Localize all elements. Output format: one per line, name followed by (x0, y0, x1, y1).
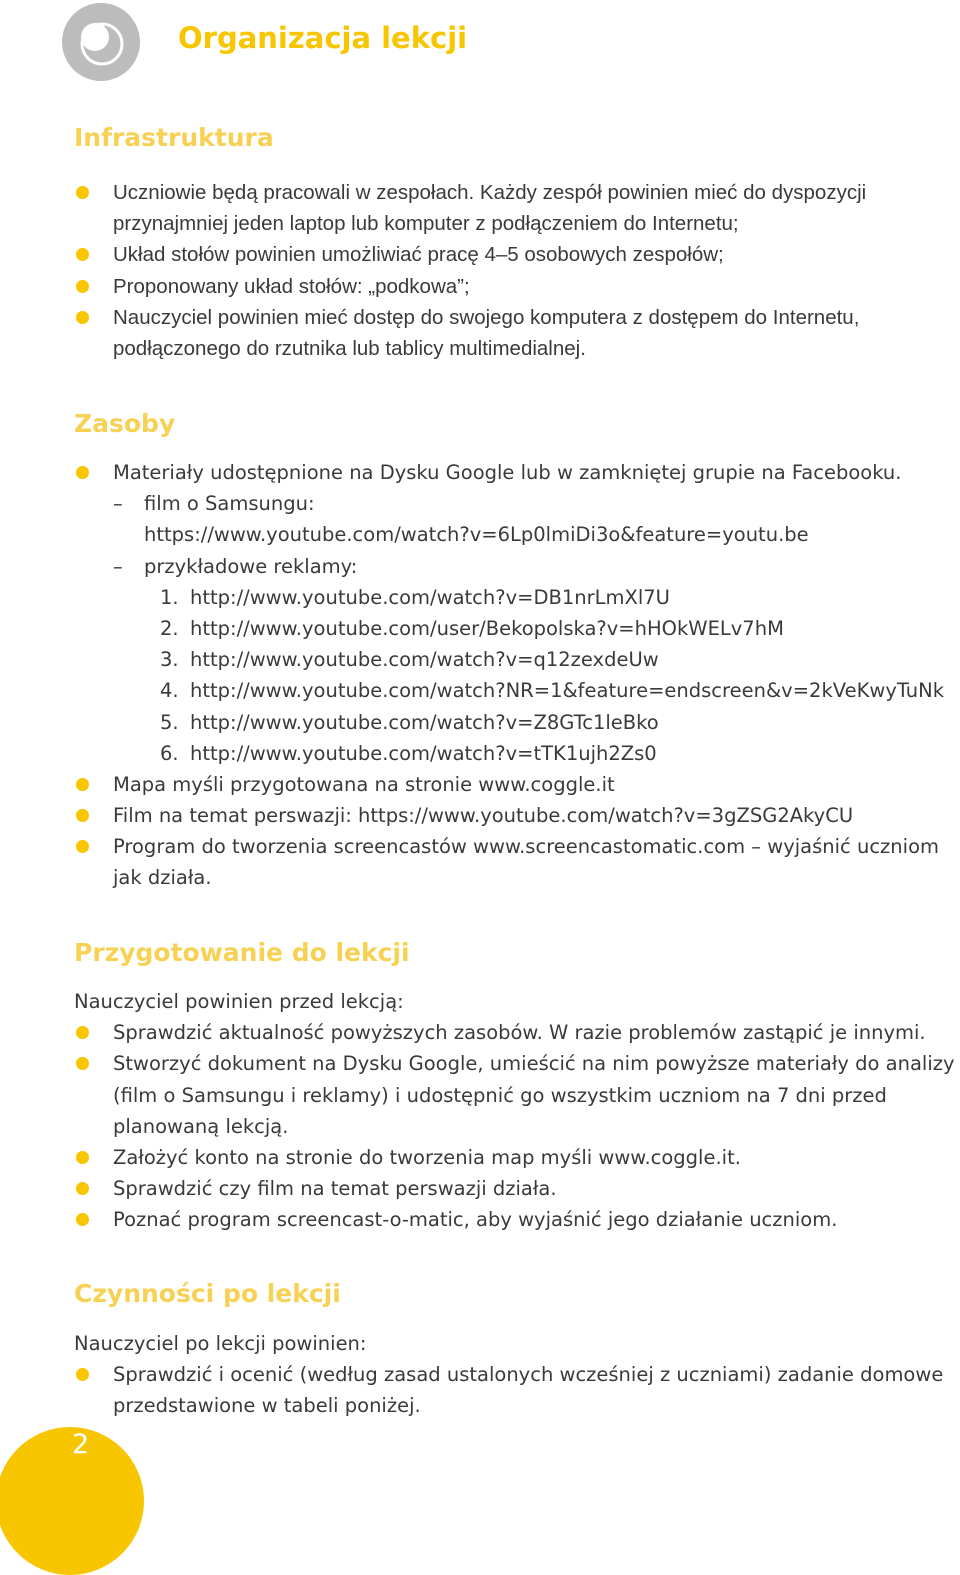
infrastruktura-list (74, 177, 954, 364)
numbered-item: 4. http://www.youtube.com/watch?NR=1&feature=endscreen&v=2kVeKwyTuNk (74, 675, 954, 706)
list-item-continuation: podłączonego do rzutnika lub tablicy multimedialnej. (113, 336, 586, 360)
numbered-item: 3. http://www.youtube.com/watch?v=q12zexdeUw (74, 644, 954, 675)
numbered-item: 1. http://www.youtube.com/watch?v=DB1nrLmXl7U (74, 582, 954, 613)
list-item: Proponowany układ stołów: „podkowa”; (74, 271, 954, 302)
bullet-icon (76, 840, 89, 853)
list-item-continuation: przynajmniej jeden laptop lub komputer z podłączeniem do Internetu; (113, 212, 739, 236)
bullet-icon (76, 1026, 89, 1039)
list-item: Sprawdzić czy film na temat perswazji działa. (74, 1173, 954, 1204)
section-heading-zasoby: Zasoby (74, 409, 176, 438)
list-item-continuation: przedstawione w tabeli poniżej. (113, 1394, 421, 1418)
bullet-icon (76, 809, 89, 822)
przygotowanie-list (74, 986, 954, 1236)
ad-link[interactable]: http://www.youtube.com/user/Bekopolska?v=hHOkWELv7hM (190, 616, 784, 640)
dash-item: – przykładowe reklamy: (113, 554, 358, 578)
circle-logo-icon (62, 3, 140, 81)
list-item: Stworzyć dokument na Dysku Google, umieścić na nim powyższe materiały do analizy (74, 1048, 954, 1079)
bullet-icon (76, 466, 89, 479)
ad-link[interactable]: http://www.youtube.com/watch?v=q12zexdeUw (190, 648, 659, 672)
bullet-icon (76, 248, 89, 261)
page-number: 2 (72, 1429, 90, 1460)
film-link[interactable]: https://www.youtube.com/watch?v=6Lp0lmiDi3o&feature=youtu.be (144, 523, 809, 547)
bullet-icon (76, 1213, 89, 1226)
list-item: Sprawdzić aktualność powyższych zasobów. W razie problemów zastąpić je innymi. (74, 1017, 954, 1048)
list-item: Układ stołów powinien umożliwiać pracę 4–5 osobowych zespołów; (74, 239, 954, 270)
page-title: Organizacja lekcji (178, 21, 468, 55)
bullet-icon (76, 1182, 89, 1195)
bullet-icon (76, 1057, 89, 1070)
intro-text: Nauczyciel po lekcji powinien: (74, 1332, 367, 1355)
numbered-item: 2. http://www.youtube.com/user/Bekopolska?v=hHOkWELv7hM (74, 613, 954, 644)
section-heading-przygotowanie: Przygotowanie do lekcji (74, 938, 410, 967)
list-item: Sprawdzić i ocenić (według zasad ustalonych wcześniej z uczniami) zadanie domowe (74, 1359, 954, 1390)
list-item: Materiały udostępnione na Dysku Google lub w zamkniętej grupie na Facebooku. (74, 457, 954, 488)
ad-link[interactable]: http://www.youtube.com/watch?NR=1&feature=endscreen&v=2kVeKwyTuNk (190, 679, 945, 703)
list-item: Uczniowie będą pracowali w zespołach. Każdy zespół powinien mieć do dyspozycji (74, 177, 954, 208)
list-item-continuation: (film o Samsungu i reklamy) i udostępnić go wszystkim uczniom na 7 dni przed (113, 1083, 887, 1107)
bullet-icon (76, 186, 89, 199)
list-item-continuation: jak działa. (113, 866, 212, 890)
dash-item: – film o Samsungu: (113, 492, 315, 516)
list-item-continuation: planowaną lekcją. (113, 1114, 289, 1138)
link-line (74, 519, 954, 550)
section-heading-czynnosci: Czynności po lekcji (74, 1279, 341, 1308)
bullet-icon (76, 778, 89, 791)
list-item: Film na temat perswazji: https://www.youtube.com/watch?v=3gZSG2AkyCU (74, 800, 954, 831)
bullet-icon (76, 280, 89, 293)
list-item: Poznać program screencast-o-matic, aby wyjaśnić jego działanie uczniom. (74, 1204, 954, 1235)
ad-link[interactable]: http://www.youtube.com/watch?v=Z8GTc1leBko (190, 710, 659, 734)
intro-text: Nauczyciel powinien przed lekcją: (74, 990, 404, 1013)
section-heading-infrastruktura: Infrastruktura (74, 123, 274, 152)
numbered-item: 6. http://www.youtube.com/watch?v=tTK1ujh2Zs0 (74, 738, 954, 769)
bullet-icon (76, 311, 89, 324)
list-item: Nauczyciel powinien mieć dostęp do swojego komputera z dostępem do Internetu, (74, 302, 954, 333)
zasoby-list (74, 457, 954, 894)
czynnosci-list (74, 1328, 954, 1422)
list-item: Mapa myśli przygotowana na stronie www.coggle.it (74, 769, 954, 800)
numbered-item: 5. http://www.youtube.com/watch?v=Z8GTc1leBko (74, 707, 954, 738)
bullet-icon (76, 1151, 89, 1164)
list-item: Program do tworzenia screencastów www.screencastomatic.com – wyjaśnić uczniom (74, 831, 954, 862)
ad-link[interactable]: http://www.youtube.com/watch?v=tTK1ujh2Zs0 (190, 741, 657, 765)
list-item: Założyć konto na stronie do tworzenia map myśli www.coggle.it. (74, 1142, 954, 1173)
bullet-icon (76, 1368, 89, 1381)
ad-link[interactable]: http://www.youtube.com/watch?v=DB1nrLmXl7U (190, 585, 670, 609)
